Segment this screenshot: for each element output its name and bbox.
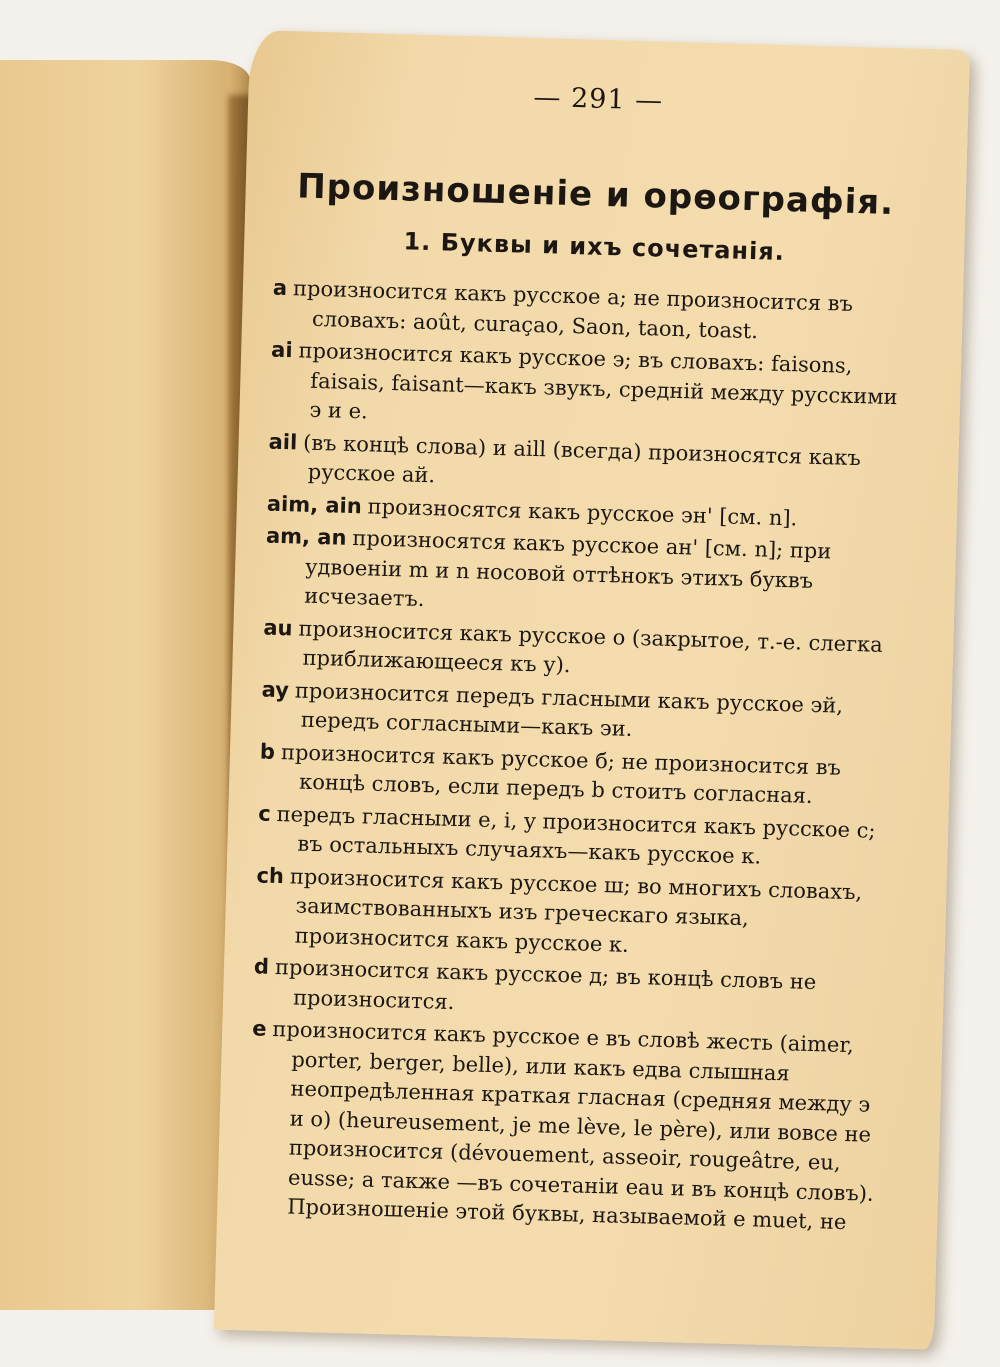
- entry-am-an: [264, 522, 906, 628]
- entry-head: ch: [256, 862, 285, 888]
- entry-head: ay: [261, 677, 290, 702]
- entry-ai: [269, 336, 911, 442]
- entry-text: произносится какъ русское а; не произносится въ словахъ: août, curaçao, Saon, taon, toast.: [292, 276, 854, 343]
- entry-text: произносится передъ гласными какъ русское эй, передъ согласными—какъ эи.: [294, 677, 844, 741]
- left-page: [0, 60, 250, 1310]
- entry-text: произносятся какъ русское эн' [см. n].: [367, 493, 798, 530]
- entry-head: au: [263, 615, 293, 640]
- entry-text: произносится какъ русское д; въ концѣ словъ не произносится.: [274, 955, 817, 1014]
- entry-text: произносится какъ русское э; въ словахъ: faisons, faisais, faisant—какъ звукъ, средній между русскими э и е.: [298, 338, 898, 424]
- entry-head: am, an: [265, 523, 347, 550]
- entry-text: произносится какъ русское е въ словѣ жесть (aimer, porter, berger, belle), или какъ едва слышная неопредѣленная краткая гласная (средняя между э и о) (heureusement, je me lève, le père), или вовсе не произносится (dévouement, asseoir, rougeâtre, eu, eusse; а также —въ сочетаніи eau и въ концѣ словъ). Произношеніе этой буквы, называемой e muet, не: [272, 1016, 874, 1235]
- entry-text: (въ концѣ слова) и aill (всегда) произносятся какъ русское ай.: [302, 430, 862, 488]
- entry-head: c: [257, 800, 272, 826]
- right-page: [214, 30, 970, 1350]
- entry-head: b: [259, 739, 276, 764]
- entry-head: aim, ain: [266, 491, 363, 518]
- section-subtitle: 1. Буквы и ихъ сочетанія.: [403, 227, 786, 266]
- entry-head: ai: [270, 337, 293, 363]
- page-title: Произношеніе и орѳографія.: [296, 166, 895, 223]
- entry-ch: [254, 861, 896, 967]
- entry-head: d: [253, 954, 270, 979]
- entry-text: произносится какъ русское ш; во многихъ словахъ, заимствованныхъ изъ греческаго языка, произносится какъ русское к.: [289, 863, 863, 957]
- entry-head: e: [251, 1016, 267, 1041]
- entry-text: передъ гласными e, i, y произносится какъ русское с; въ остальныхъ случаяхъ—какъ русское к.: [276, 801, 876, 869]
- entry-text: произносится какъ русское о (закрытое, т.-е. слегка приближающееся къ у).: [298, 616, 884, 678]
- entry-head: ail: [268, 429, 298, 454]
- entry-e: [247, 1014, 893, 1238]
- page-number: — 291 —: [533, 81, 664, 117]
- entry-text: произносятся какъ русское ан' [см. n]; при удвоеніи m и n носовой оттѣнокъ этихъ буквъ исчезаетъ.: [304, 526, 832, 612]
- entry-text: произносится какъ русское б; не произносится въ концѣ словъ, если передъ b стоитъ согласная.: [280, 739, 842, 808]
- entry-head: a: [272, 275, 288, 301]
- page-text: [247, 75, 919, 1242]
